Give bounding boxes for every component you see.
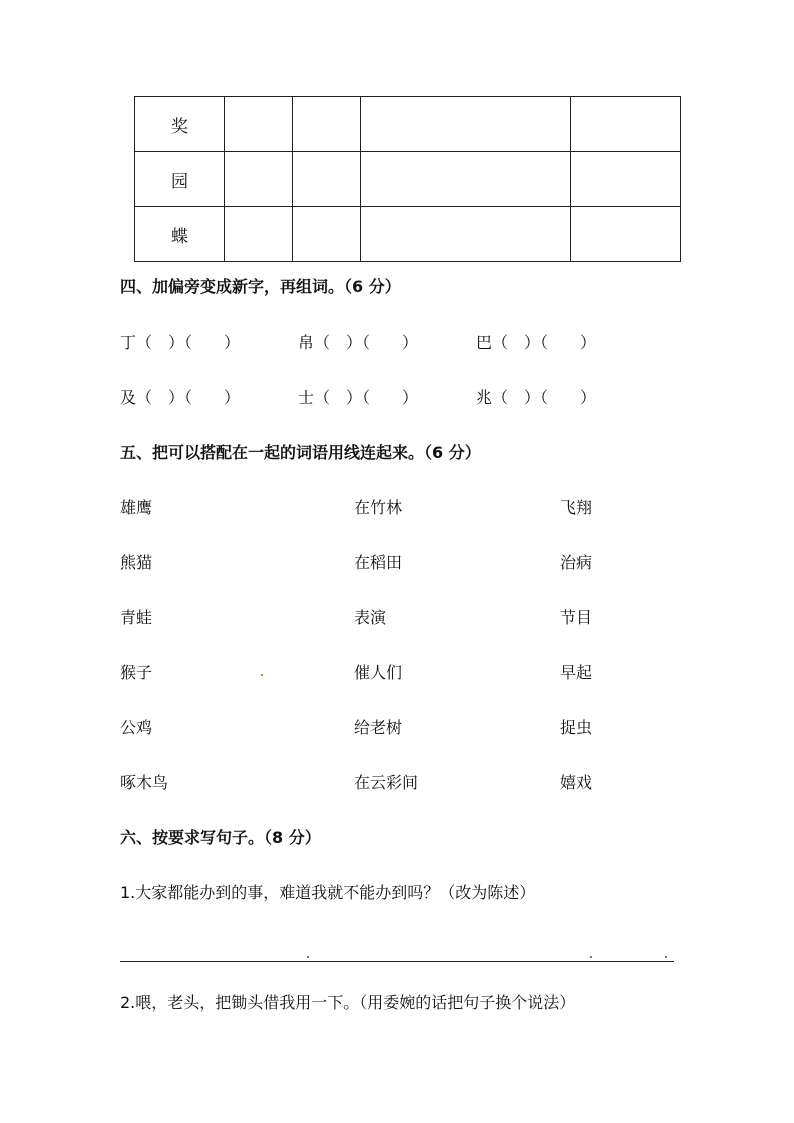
sentence-question-1: 1.大家都能办到的事，难道我就不能办到吗？（改为陈述） [120,883,536,902]
answer-cell[interactable] [293,152,361,207]
table-row [135,152,681,207]
radical-item[interactable]: 士（ ）（ ） [298,388,419,407]
stray-dot [590,956,592,958]
match-word-col1[interactable]: 啄木鸟 [120,773,169,792]
section5-heading: 五、把可以搭配在一起的词语用线连起来。（6 分） [120,443,481,462]
match-word-col1[interactable]: 雄鹰 [120,498,153,517]
stray-dot [261,674,263,676]
answer-cell[interactable] [361,152,571,207]
stray-dot [665,956,667,958]
match-word-col3[interactable]: 治病 [560,553,593,572]
radical-item[interactable]: 兆（ ）（ ） [476,388,597,407]
table-row [135,97,681,152]
match-word-col3[interactable]: 飞翔 [560,498,593,517]
answer-cell[interactable] [293,97,361,152]
match-word-col2[interactable]: 表演 [354,608,387,627]
match-word-col3[interactable]: 节目 [560,608,593,627]
radical-item[interactable]: 帛（ ）（ ） [298,333,419,352]
match-word-col2[interactable]: 在竹林 [354,498,403,517]
match-word-col2[interactable]: 给老树 [354,718,403,737]
table-char-cell: 园 [135,152,225,207]
answer-cell[interactable] [361,97,571,152]
match-word-col2[interactable]: 在稻田 [354,553,403,572]
table-char-cell: 奖 [135,97,225,152]
section4-heading: 四、加偏旁变成新字，再组词。（6 分） [120,277,401,296]
match-word-col1[interactable]: 猴子 [120,663,153,682]
answer-cell[interactable] [225,207,293,262]
radical-item[interactable]: 丁（ ）（ ） [120,333,241,352]
radical-item[interactable]: 及（ ）（ ） [120,388,241,407]
match-word-col1[interactable]: 公鸡 [120,718,153,737]
answer-cell[interactable] [571,152,681,207]
match-word-col1[interactable]: 青蛙 [120,608,153,627]
table-row [135,207,681,262]
answer-cell[interactable] [225,152,293,207]
answer-line[interactable] [120,961,674,962]
radical-item[interactable]: 巴（ ）（ ） [476,333,597,352]
match-word-col3[interactable]: 早起 [560,663,593,682]
match-word-col2[interactable]: 催人们 [354,663,403,682]
answer-cell[interactable] [361,207,571,262]
answer-cell[interactable] [293,207,361,262]
match-word-col1[interactable]: 熊猫 [120,553,153,572]
answer-cell[interactable] [225,97,293,152]
answer-cell[interactable] [571,207,681,262]
stray-dot [307,956,309,958]
match-word-col3[interactable]: 捉虫 [560,718,593,737]
character-table [134,96,681,262]
section6-heading: 六、按要求写句子。（8 分） [120,828,321,847]
sentence-question-2: 2.喂，老头，把锄头借我用一下。（用委婉的话把句子换个说法） [120,993,576,1012]
answer-cell[interactable] [571,97,681,152]
match-word-col3[interactable]: 嬉戏 [560,773,593,792]
match-word-col2[interactable]: 在云彩间 [354,773,419,792]
table-char-cell: 蝶 [135,207,225,262]
